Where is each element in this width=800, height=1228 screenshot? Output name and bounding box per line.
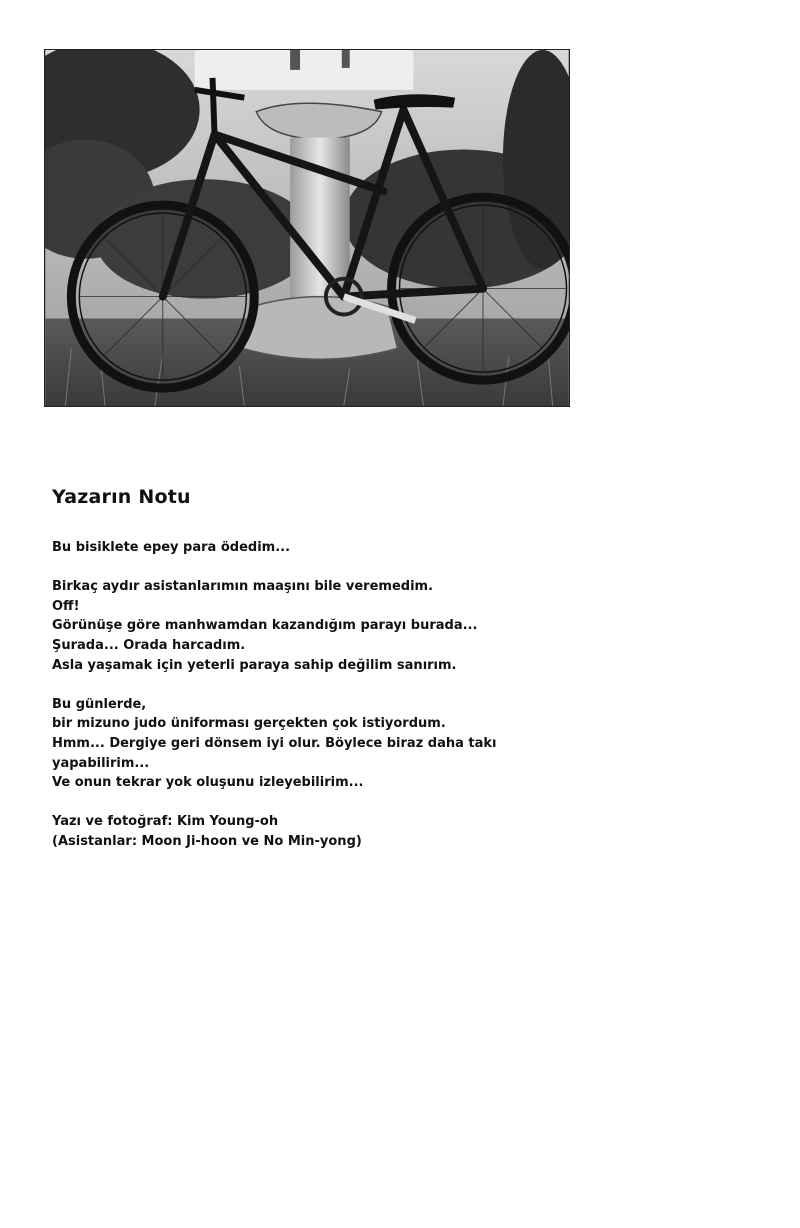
text-line: yapabilirim... [52,755,150,771]
text-line: Bu günlerde, [52,696,147,712]
paragraph-salary [52,577,572,675]
page-title: Yazarın Notu [52,486,191,508]
text-line: bir mizuno judo üniforması gerçekten çok istiyordum. [52,716,446,732]
paragraph-intro [52,538,572,558]
text-line: Şurada... Orada harcadım. [52,637,246,653]
text-line: Bu bisiklete epey para ödedim... [52,540,291,555]
text-line: Birkaç aydır asistanlarımın maaşını bile veremedim. [52,579,434,595]
bicycle-photo-illustration [45,50,569,406]
text-line: Ve onun tekrar yok oluşunu izleyebilirim... [52,775,364,791]
credits-author: Yazı ve fotoğraf: Kim Young-oh [52,814,279,830]
credits-assistants: (Asistanlar: Moon Ji-hoon ve No Min-yong) [52,833,362,849]
paragraph-credits [52,812,572,851]
text-line: Asla yaşamak için yeterli paraya sahip değilim sanırım. [52,657,457,673]
text-line: Off! [52,598,80,614]
text-line: Hmm... Dergiye geri dönsem iyi olur. Böylece biraz daha takı [52,735,497,751]
author-note-body [52,538,572,871]
text-line: Görünüşe göre manhwamdan kazandığım parayı burada... [52,618,478,634]
bicycle-photo [44,49,570,407]
paragraph-judo [52,695,572,793]
